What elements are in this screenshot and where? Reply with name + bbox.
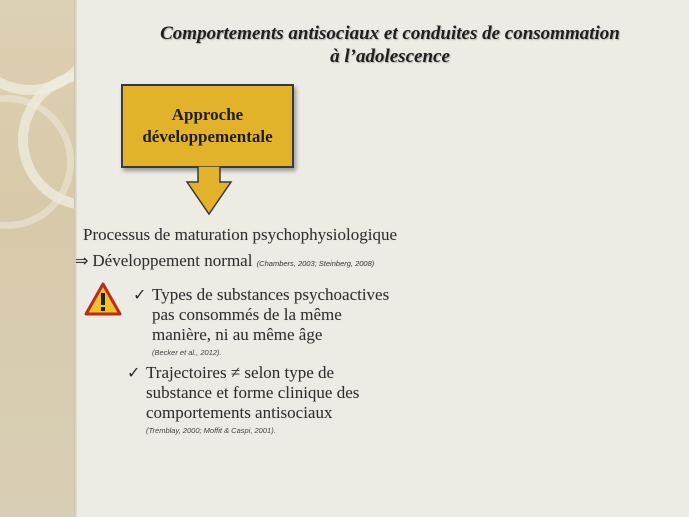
box-label-line-2: développementale	[142, 127, 273, 146]
slide-title	[120, 22, 660, 68]
item2-line-2: substance et forme clinique des	[146, 383, 360, 402]
box-label-line-1: Approche	[171, 105, 244, 124]
normal-development-text: Développement normal	[92, 251, 253, 270]
slide-title-line-1: Comportements antisociaux et conduites de consommation	[160, 23, 620, 44]
item1-line-2: pas consommés de la même	[152, 305, 342, 324]
decorative-side-strip	[0, 0, 74, 517]
slide-title-line-2: à l’adolescence	[330, 46, 450, 67]
implies-arrow-icon: ⇒	[75, 251, 89, 270]
checkmark-icon: ✓	[133, 285, 147, 304]
item2-line-1: Trajectoires ≠ selon type de	[146, 363, 335, 382]
checkmark-icon: ✓	[127, 363, 141, 382]
down-arrow-icon	[185, 166, 233, 216]
item1-line-1: Types de substances psychoactives	[152, 285, 390, 304]
item2-line-3: comportements antisociaux	[146, 403, 333, 422]
developmental-approach-box	[121, 84, 294, 168]
normal-development-line	[75, 251, 374, 271]
item1-citation: (Becker et al., 2012).	[152, 348, 222, 357]
normal-development-citation: (Chambers, 2003; Steinberg, 2008)	[256, 259, 375, 268]
item1-line-3: manière, ni au même âge	[152, 325, 323, 344]
process-text: Processus de maturation psychophysiologique	[83, 225, 397, 244]
item2-citation: (Tremblay, 2000; Moffit & Caspi, 2001).	[146, 426, 276, 435]
warning-triangle-icon	[84, 282, 122, 316]
